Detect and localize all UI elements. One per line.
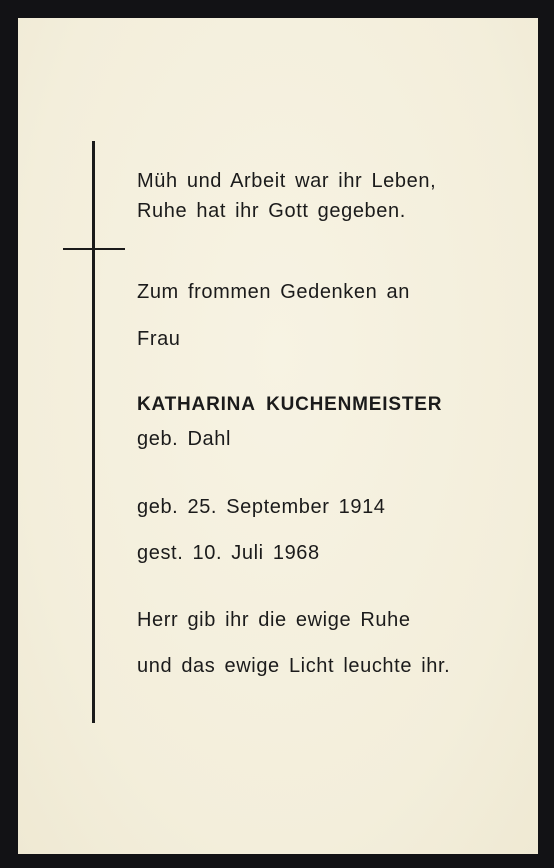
cross-bar-icon [63,248,125,250]
memorial-intro: Zum frommen Gedenken an [137,281,410,303]
death-date: gest. 10. Juli 1968 [137,542,320,564]
honorific: Frau [137,328,181,350]
verse-line-2: Ruhe hat ihr Gott gegeben. [137,200,406,222]
closing-line-1: Herr gib ihr die ewige Ruhe [137,609,411,631]
verse-line-1: Müh und Arbeit war ihr Leben, [137,170,437,192]
cross-icon [92,141,95,723]
maiden-name: geb. Dahl [137,428,232,450]
closing-line-2: und das ewige Licht leuchte ihr. [137,655,451,677]
card-paper [18,18,538,854]
birth-date: geb. 25. September 1914 [137,496,386,518]
deceased-name: KATHARINA KUCHENMEISTER [137,394,443,415]
